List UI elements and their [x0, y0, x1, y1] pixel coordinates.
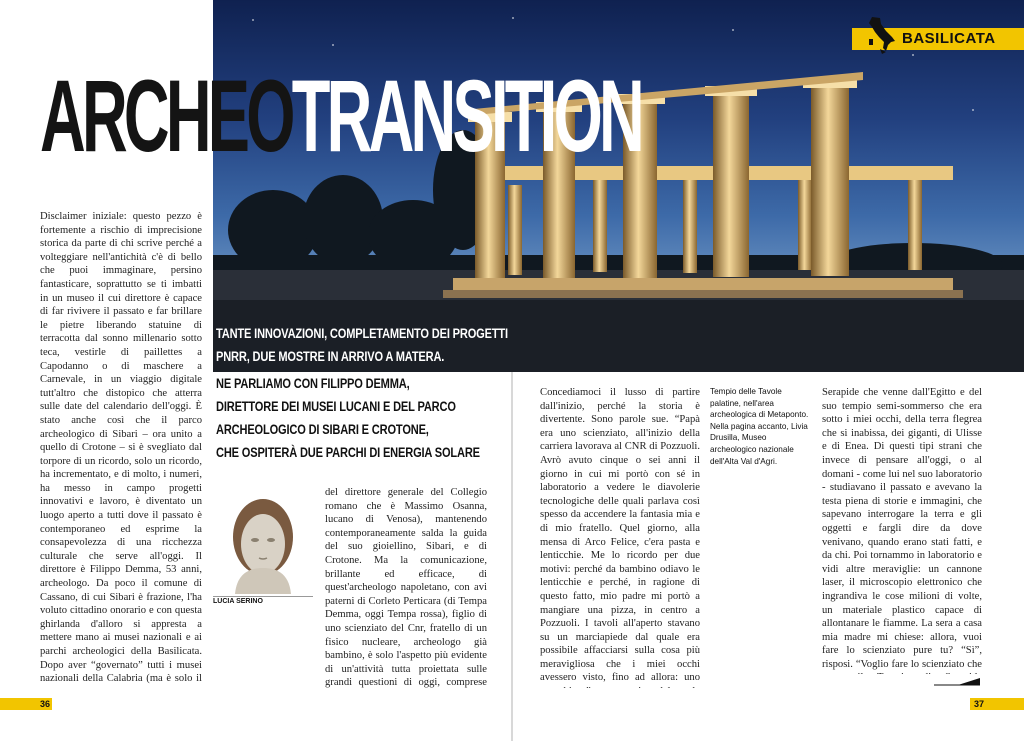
- subtitle-below-photo: [216, 372, 480, 464]
- portrait-photo: [213, 492, 313, 594]
- portrait-credit: LUCIA SERINO: [213, 596, 313, 605]
- subtitle-line: CHE OSPITERÀ DUE PARCHI DI ENERGIA SOLARE: [216, 445, 480, 460]
- body-column-3: [540, 386, 700, 688]
- body-text: Serapide che venne dall'Egitto e del suo tempio semi-sommerso che era sotto i miei occhi, della terra flegrea che si inabissa, dei giganti, di Ulisse e di Enea. Di questi tipi strani che invece di pensare all'oggi, o al domani - come lui nel suo laboratorio - studiavano il passato e avevano la testa piena di storie e immagini, che sapevano interrogare la terra e gli oggetti e fargli dire da dove venivano, quando erano stati fatti, e da chi. Poi tornammo in laboratorio e vidi altre meraviglie: un cannone laser, il microscopio elettronico che ingrandiva le cose milioni di volte, un materiale plastico capace di allontanare le fiamme. La sera a casa mia madre mi chiese: allora, vuoi fare lo scienziato pure tu? “Sì”, risposi. “Voglio fare lo scienziato che: [822, 387, 982, 670]
- subtitle-line: ARCHEOLOGICO DI SIBARI E CROTONE,: [216, 422, 429, 437]
- body-column-2: [325, 486, 487, 688]
- italy-map-icon: [866, 15, 896, 55]
- body-text: Disclaimer iniziale: questo pezzo è fortemente a rischio di imprecisione storica da parte di chi scrive perché a volteggiare nell'antichità c'è di bello che puoi immaginare, persino fantasticare, soprattutto se ti imbatti in un museo il cui direttore è capace di far rivivere il passato e far brillare le pietre liberando statuine di terracotta dal sonno millenario sotto teca, vestirle di paillettes a Capodanno o di maschere a Carnevale, in un viaggio digitale tutt'altro che distopico che atterra sulle date del calendario dell'oggi. È stato anche così che il parco archeologico di Sibari – ora unito a quello di Crotone – si è svegliato dal torpore di un ricordo, solo un ricordo, ha incrementato, e di molto, i numeri, ha messo in campo progetti innovativi e lavoro, è diventato un luogo aperto a tutti dove il passato è contemporaneo ed esprime la consapevolezza di una ricchezza culturale che serve all'oggi. Il direttore è Filippo Demma, 53 anni, archeologo. Da poco il comune di Cassano, di cui Sibari è frazione, l'ha voluto cittadino onorario e con questa ghirlanda d'alloro si appresta a mettere mano ai musei nazionali e ai parchi archeologici della Basilicata. Dopo aver “governato” tutti i musei nazionali della Calabria (ma è solo il: [40, 211, 202, 685]
- subtitle-over-photo: [216, 322, 508, 368]
- subtitle-line: PNRR, DUE MOSTRE IN ARRIVO A MATERA.: [216, 349, 445, 364]
- body-text: Concediamoci il lusso di partire dall'inizio, perché la storia è divertente. Sono parole sue. “Papà era uno scienziato, all'inizio della carriera lavorava al CNR di Pozzuoli. Avrò avuto cinque o sei anni il giorno in cui mi portò con sé in laboratorio a vedere le diavolerie tecnologiche delle quali parlava così spesso da accendere la fantasia mia e di mio fratello. Quel giorno, alla mensa di Arco Felice, c'era pasta e lenticchie. Me lo ricordo per due motivi: perché da bambino odiavo le lenticchie e perché, in ragione di questo fatto, mio padre mi portò a mangiare una pizza, in centro a Pozzuoli. I tavoli all'aperto stavano su un marciapiede dal quale era possibile affacciarsi sulla cosa più meravigliosa che i miei occhi avessero visto, fino ad allora: uno: [540, 387, 700, 684]
- section-tag-label: BASILICATA: [902, 30, 996, 47]
- title-part-transition: TRANSITION: [291, 59, 641, 173]
- article-title: [40, 50, 641, 182]
- subtitle-line: TANTE INNOVAZIONI, COMPLETAMENTO DEI PROGETTI: [216, 326, 508, 341]
- page-number-right: 37: [974, 699, 985, 709]
- body-text: del direttore generale del Collegio romano che è Massimo Osanna, lucano di Venosa), mantenendo contemporaneamente salda la guida del suo gioiellino, Sibari, e di Crotone. Ma la comunicazione, brillante ed efficace, di quest'archeologo napoletano, con avi paterni di Corleto Perticara (di Tempa Demma, oggi Tempa rossa), figlio di uno scienziato del Cnr, fratello di un fisico nucleare, archeologo già bambino, è solo l'aspetto più evidente di un'attività tutta proiettata sulle grandi questioni di oggi, comprese: [325, 487, 487, 688]
- continue-arrow-icon: [934, 676, 980, 686]
- portrait-bust-icon: [213, 492, 313, 594]
- body-column-4: [822, 386, 982, 674]
- title-part-archeo: ARCHEO: [40, 59, 292, 173]
- photo-caption: Tempio delle Tavole palatine, nell'area archeologica di Metaponto. Nella pagina accanto, Livia Drusilla, Museo archeologico nazionale dell'Alta Val d'Agri.: [710, 387, 809, 466]
- subtitle-line: NE PARLIAMO CON FILIPPO DEMMA,: [216, 376, 410, 391]
- subtitle-line: DIRETTORE DEI MUSEI LUCANI E DEL PARCO: [216, 399, 456, 414]
- body-column-1: [40, 210, 202, 688]
- page-number-left: 36: [40, 699, 51, 709]
